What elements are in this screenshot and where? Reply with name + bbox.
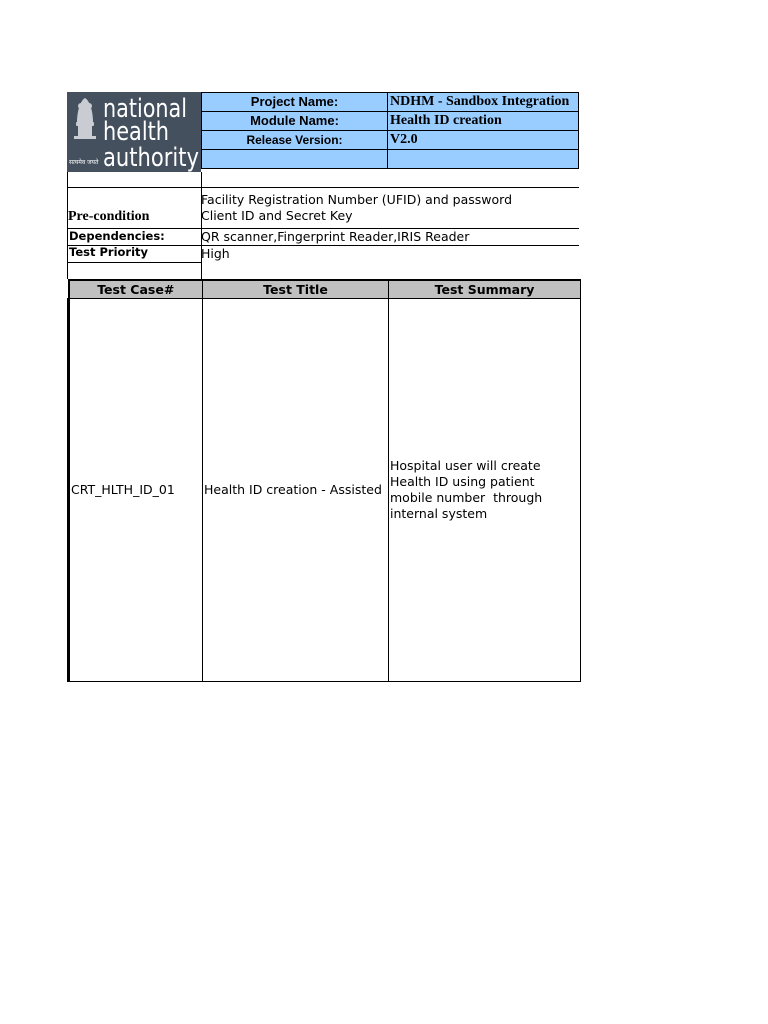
precondition-values <box>201 187 579 229</box>
empty-header-value <box>388 150 579 169</box>
logo-word-health: health <box>103 117 169 147</box>
col-test-title: Test Title <box>203 280 389 299</box>
test-case-id: CRT_HLTH_ID_01 <box>69 299 203 682</box>
summary-line-3: mobile number through <box>390 490 543 505</box>
spacer-cell <box>67 172 202 188</box>
module-name-label: Module Name: <box>202 112 388 131</box>
precondition-label: Pre-condition <box>67 187 202 229</box>
release-version-value: V2.0 <box>388 131 579 150</box>
col-test-case-id: Test Case# <box>69 280 203 299</box>
project-name-label: Project Name: <box>202 93 388 112</box>
test-case-table <box>67 279 581 682</box>
emblem-motto: सत्यमेव जयते <box>69 159 99 166</box>
test-case-header-row <box>69 280 581 299</box>
project-info-table <box>201 92 579 169</box>
sheet-header <box>67 92 579 172</box>
summary-line-2: Health ID using patient <box>390 474 535 489</box>
table-row <box>69 299 581 682</box>
logo-word-authority: authority <box>103 143 199 173</box>
logo-word-national: national <box>103 94 187 124</box>
spacer-cell-2 <box>67 262 202 279</box>
test-priority-label: Test Priority <box>67 245 202 263</box>
nha-logo <box>67 92 201 172</box>
nha-logo-graphic <box>67 92 201 172</box>
empty-header-label <box>202 150 388 169</box>
summary-line-4: internal system <box>390 506 488 521</box>
module-name-value: Health ID creation <box>388 112 579 131</box>
dependencies-label: Dependencies: <box>67 228 202 246</box>
col-test-summary: Test Summary <box>389 280 581 299</box>
project-name-value: NDHM - Sandbox Integration <box>388 93 579 112</box>
national-emblem-icon <box>74 98 96 139</box>
test-case-sheet <box>67 92 579 521</box>
module-name-row <box>202 112 579 131</box>
precondition-line-1: Facility Registration Number (UFID) and password <box>201 192 513 207</box>
release-version-row <box>202 131 579 150</box>
summary-line-1: Hospital user will create <box>390 458 541 473</box>
dependencies-value: QR scanner,Fingerprint Reader,IRIS Reader <box>201 228 579 246</box>
test-priority-value: High <box>201 246 230 261</box>
spacer-cell-wide <box>201 172 579 188</box>
test-case-summary <box>389 299 581 682</box>
empty-header-row <box>202 150 579 169</box>
test-case-title: Health ID creation - Assisted <box>203 299 389 682</box>
project-name-row <box>202 93 579 112</box>
precondition-line-2: Client ID and Secret Key <box>201 208 353 223</box>
release-version-label: Release Version: <box>202 131 388 150</box>
